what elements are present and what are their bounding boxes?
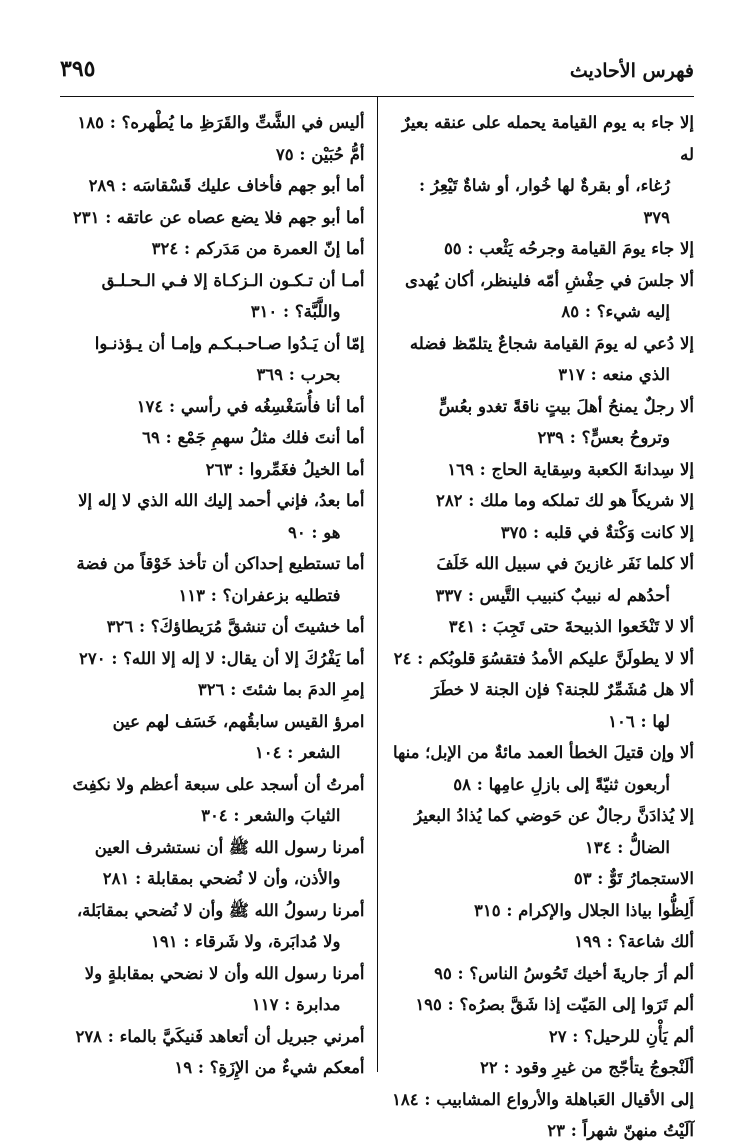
index-entry	[60, 611, 365, 643]
page-number: ٣٩٥	[60, 56, 96, 82]
index-entry	[60, 548, 365, 611]
index-entry	[60, 485, 365, 548]
left-column	[60, 97, 365, 1077]
entry-line: إمّا أن يَـدُوا صـاحـبـكـم وإمـا أن يـؤذنـوا	[94, 333, 365, 353]
entry-line: أما إنّ العمرة من مَدَركم : ٣٢٤	[151, 239, 365, 258]
entry-line: أما خشيتَ أن تنشقَّ مُرَيطاؤكَ؟ : ٣٢٦	[106, 617, 365, 636]
entry-continuation-line: بحرب : ٣٦٩	[256, 365, 341, 384]
right-column	[390, 97, 695, 1140]
entry-continuation-line: الضالُّ : ١٣٤	[584, 837, 670, 857]
index-entry	[390, 328, 695, 391]
index-entry	[390, 958, 695, 990]
entry-line: ألم يَأْنِ للرحيل؟ : ٢٧	[548, 1026, 694, 1046]
index-entry	[60, 674, 365, 706]
index-entry	[390, 485, 695, 517]
entry-continuation-line: فتطليه بزعفران؟ : ١١٣	[178, 585, 341, 605]
entry-line: آلَيْتُ منهنّ شهراً : ٢٣	[547, 1121, 694, 1140]
entry-line: ألا رجلٌ يمنحُ أهلَ بيتٍ ناقةً تغدو بعُسٍّ	[438, 396, 694, 416]
index-entry	[390, 863, 695, 895]
index-entry	[390, 548, 695, 611]
index-entry	[60, 422, 365, 454]
index-entry	[390, 1084, 695, 1116]
index-entry	[60, 202, 365, 234]
entry-continuation-line: أربعون ثنيّةً إلى بازلِ عامِها : ٥٨	[453, 774, 670, 794]
index-entry	[60, 1021, 365, 1053]
index-entry	[60, 706, 365, 769]
entry-line: ألا كلما نَفَر غازينَ في سبيل الله خَلَفَ	[436, 554, 694, 573]
entry-continuation-line: هو : ٩٠	[287, 522, 341, 542]
entry-continuation-line: ولا مُدابَرة، ولا شَرقاء : ١٩١	[150, 932, 341, 951]
index-entry	[390, 643, 695, 675]
index-entry	[60, 391, 365, 423]
entry-continuation-line: والأذن، وأن لا نُضحي بمقابلة : ٢٨١	[102, 869, 341, 888]
entry-line: ألا وإن قتيلَ الخطأ العمد مائةٌ من الإبل؛ منها	[392, 743, 694, 762]
entry-continuation-line: مدابرة : ١١٧	[251, 995, 341, 1014]
entry-line: أمُّ حُبَيْن : ٧٥	[275, 144, 365, 164]
index-entry	[60, 958, 365, 1021]
entry-line: إلى الأقيال العَباهلة والأرواع المشابيب : ١٨٤	[392, 1089, 694, 1109]
entry-line: إلا دُعي له يومَ القيامة شجاعٌ يتلمّظ فضله	[409, 333, 694, 353]
entry-line: أمرنا رسول الله وأن لا نضحي بمقابلةٍ ولا	[84, 963, 365, 983]
entry-line: إلا كانت وَكْتةٌ في قلبه : ٣٧٥	[500, 522, 694, 542]
running-title: فهرس الأحاديث	[569, 60, 694, 82]
index-entry	[60, 1052, 365, 1084]
entry-line: أمرتُ أن أسجد على سبعة أعظم ولا نكفِتَ	[72, 774, 365, 794]
entry-line: أما أبو جهم فأخاف عليك قَسْقاسَه : ٢٨٩	[88, 176, 365, 195]
index-entry	[390, 1021, 695, 1053]
entry-line: ألك شاعة؟ : ١٩٩	[574, 932, 694, 951]
index-entry	[60, 233, 365, 265]
entry-line: إلا يُذادَنَّ رجالٌ عن حَوضي كما يُذادُ البعيرُ	[414, 806, 694, 825]
index-entry	[390, 265, 695, 328]
index-entry	[390, 517, 695, 549]
entry-line: امرؤ القيس سابقُهم، خَسَف لهم عين	[112, 711, 365, 731]
entry-line: أما أبو جهم فلا يضع عصاه عن عاتقه : ٢٣١	[72, 207, 365, 227]
entry-line: أمعكم شيءٌ من الإِزَةِ؟ : ١٩	[174, 1058, 365, 1077]
index-entry	[60, 107, 365, 139]
index-entry	[60, 769, 365, 832]
entry-line: الاستجمارُ تَوٌّ : ٥٣	[573, 869, 694, 888]
entry-line: إمرِ الدمَ بما شئتَ : ٣٢٦	[197, 680, 365, 699]
entry-continuation-line: الذي منعه : ٣١٧	[558, 365, 670, 384]
index-entry	[60, 265, 365, 328]
entry-line: أما بعدُ، فإني أحمد إليك الله الذي لا إله إلا	[78, 491, 365, 510]
index-entry	[390, 233, 695, 265]
index-entry	[390, 989, 695, 1021]
entry-line: أما تستطيع إحداكن أن تأخذ خَوْقاً من فضة	[76, 554, 365, 573]
entry-line: أمرنا رسول الله ﷺ أن نستشرف العين	[94, 837, 365, 857]
entry-continuation-line: وتروحُ بعسٍّ؟ : ٢٣٩	[537, 428, 670, 447]
entry-continuation-line: الشعر : ١٠٤	[254, 743, 341, 762]
entry-continuation-line: رُغاء، أو بقرةٌ لها خُوار، أو شاةٌ تَيْعِرُ : ٣٧٩	[419, 176, 670, 227]
index-entry	[60, 170, 365, 202]
entry-line: أما أنا فأُسَغْسِغُه في رأسي : ١٧٤	[136, 396, 365, 416]
entry-line: ألم تَرَوا إلى المَيّت إذا شَقَّ بصرُه؟ : ١٩٥	[415, 995, 694, 1014]
entry-line: إلا سِدانةَ الكعبة وسِقاية الحاج : ١٦٩	[447, 459, 694, 479]
entry-line: أمـا أن تـكـون الـزكـاة إلا فـي الـحـلـق	[101, 270, 365, 290]
entry-line: إلا جاء يومَ القيامة وجرحُه يَثْعب : ٥٥	[443, 239, 694, 258]
index-entry	[60, 454, 365, 486]
index-entry	[60, 832, 365, 895]
page-header	[60, 52, 694, 86]
entry-line: أَلِظُّوا بياذا الجلال والإكرام : ٣١٥	[473, 900, 694, 920]
entry-line: أما الخيلُ فغَمِّروا : ٢٦٣	[205, 459, 365, 479]
index-entry	[60, 139, 365, 171]
index-entry	[60, 643, 365, 675]
entry-continuation-line: إليه شيء؟ : ٨٥	[561, 302, 670, 321]
entry-line: ألم أرَ جاريةَ أخيك تَحُوسُ الناس؟ : ٩٥	[434, 963, 694, 983]
index-entry	[390, 737, 695, 800]
entry-line: ألا لا يطولَنَّ عليكم الأمدُ فتقسُوَ قلوبُكم : ٢٤	[393, 648, 694, 668]
column-divider	[377, 97, 378, 1072]
index-entry	[390, 674, 695, 737]
entry-line: ألا لا تَنْخَعوا الذبيحةَ حتى تَجِبَ : ٣٤١	[448, 617, 694, 636]
index-entry	[390, 895, 695, 927]
entry-line: ألا جلسَ في حِفْشِ أمّه فلينظر، أكان يُهدى	[404, 270, 694, 290]
entry-line: أمرنا رسولُ الله ﷺ وأن لا نُضحي بمقابَلة،	[76, 900, 365, 920]
index-entry	[390, 391, 695, 454]
index-entry	[390, 1052, 695, 1084]
entry-line: أليس في الشَّتِّ والقَرَظِ ما يُطْهره؟ : ١٨٥	[77, 113, 365, 132]
entry-line: ألا هل مُشَمِّرٌ للجنة؟ فإن الجنة لا خطَرَ	[431, 680, 694, 699]
index-entry	[60, 328, 365, 391]
index-entry	[390, 454, 695, 486]
entry-continuation-line: واللَّبَّة؟ : ٣١٠	[250, 302, 341, 321]
entry-line: إلا شريكاً هو لك تملكه وما ملك : ٢٨٢	[435, 491, 694, 510]
entry-continuation-line: أحدُهم له نبيبٌ كنبيب التَّيس : ٣٣٧	[435, 585, 670, 605]
entry-line: إلا جاء به يوم القيامة يحمله على عنقه بعيرٌ له	[401, 113, 694, 164]
index-entry	[390, 611, 695, 643]
entry-continuation-line: لها : ١٠٦	[608, 711, 670, 731]
index-entry	[390, 800, 695, 863]
entry-line: أما يَفْرُكَ إلا أن يقال: لا إله إلا الله؟ : ٢٧٠	[78, 648, 365, 668]
entry-line: أما أنتَ فلك مثلُ سهمِ جَمْع : ٦٩	[142, 428, 365, 447]
entry-line: أمرني جبريل أن أتعاهد فَنيكَيَّ بالماء : ٢٧٨	[75, 1026, 365, 1046]
index-columns	[60, 97, 694, 1140]
index-entry	[390, 1115, 695, 1147]
entry-continuation-line: الثيابَ والشعر : ٣٠٤	[201, 806, 341, 825]
index-entry	[390, 926, 695, 958]
index-entry	[60, 895, 365, 958]
entry-line: ألَنْجوجُ يتأجّج من غيرِ وقود : ٢٢	[480, 1058, 694, 1077]
index-entry	[390, 107, 695, 233]
